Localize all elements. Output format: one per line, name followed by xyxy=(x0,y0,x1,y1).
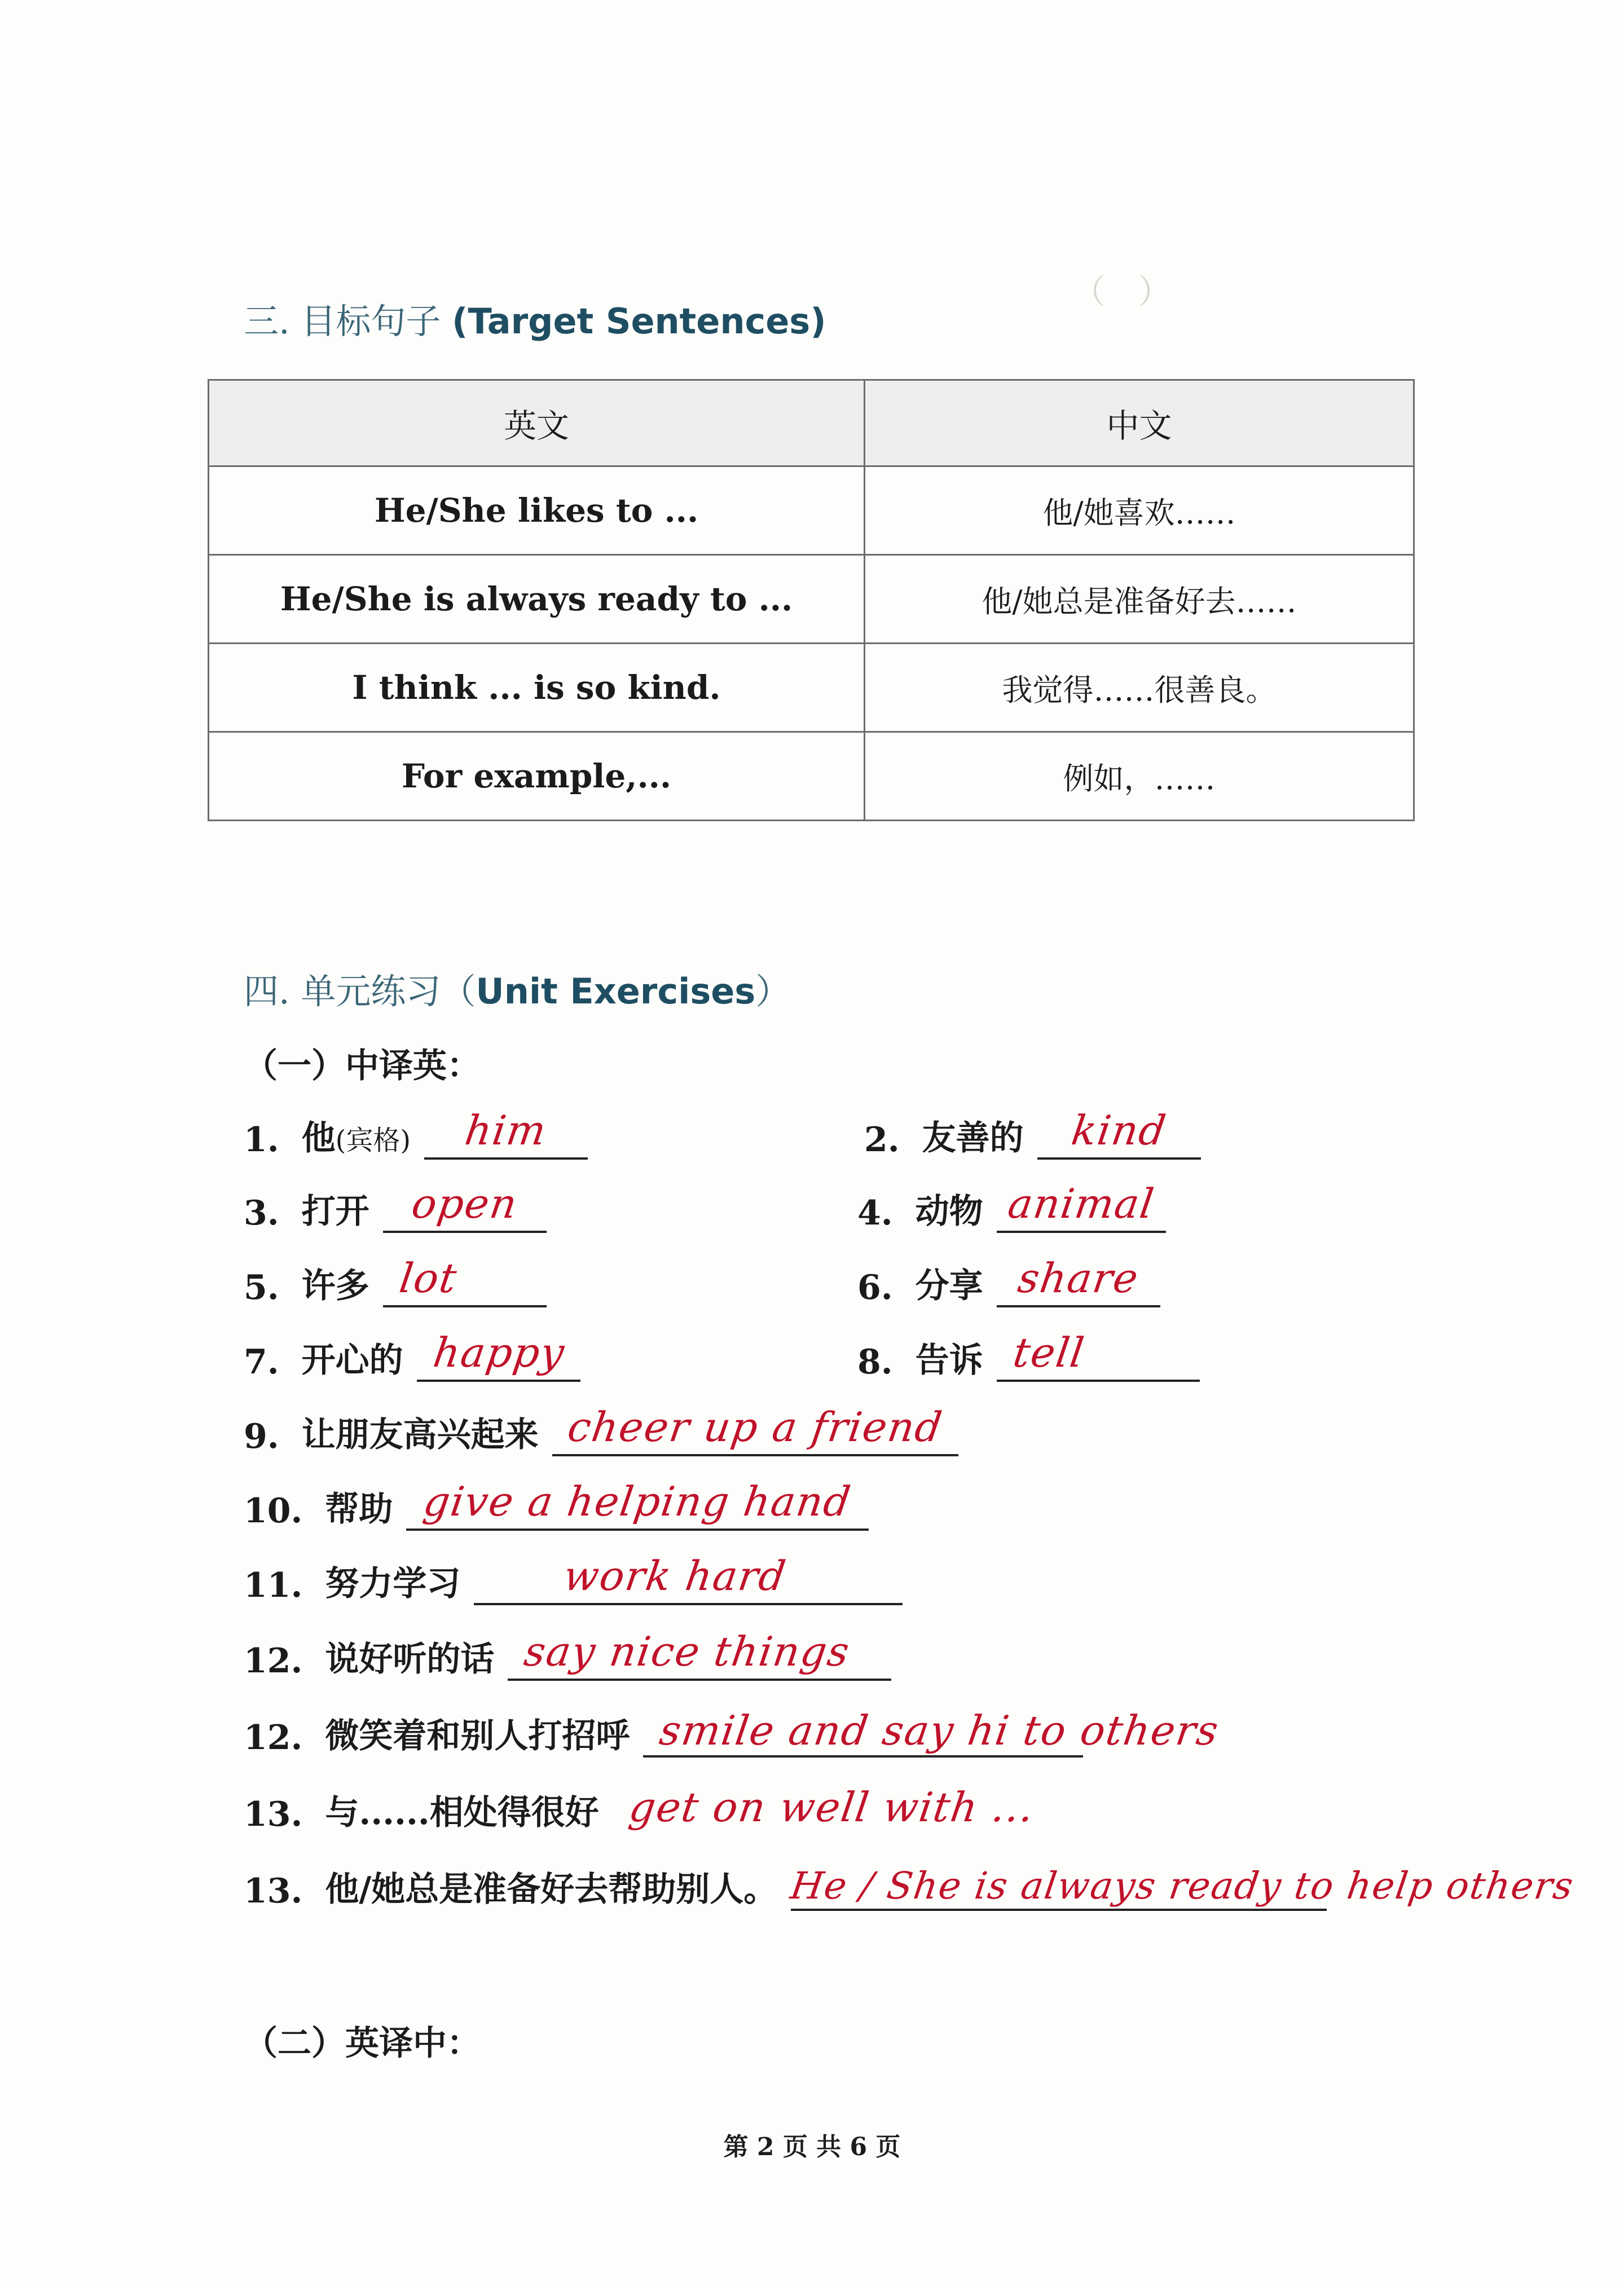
item-prompt: 许多 xyxy=(301,1266,369,1306)
exercise-item xyxy=(244,1783,1041,1834)
table-header-en: 英文 xyxy=(209,380,865,466)
answer-blank[interactable] xyxy=(383,1254,547,1307)
answer-blank[interactable] xyxy=(383,1180,547,1233)
answer-blank[interactable] xyxy=(424,1107,588,1160)
exercise-item xyxy=(857,1180,1166,1233)
section-3-title-en: (Target Sentences) xyxy=(452,301,826,342)
item-number: 12. xyxy=(244,1641,303,1681)
exercise-item xyxy=(244,1254,547,1307)
item-number: 13. xyxy=(244,1871,303,1911)
table-cell-zh: 他/她喜欢…… xyxy=(865,466,1414,555)
item-prompt-text: 他 xyxy=(301,1118,336,1158)
handwritten-answer: get on well with ... xyxy=(626,1783,1038,1831)
handwritten-answer: open xyxy=(408,1180,521,1227)
item-prompt: 说好听的话 xyxy=(325,1640,495,1679)
item-prompt: 告诉 xyxy=(915,1341,983,1380)
item-number: 8. xyxy=(857,1342,893,1382)
answer-blank[interactable] xyxy=(997,1254,1160,1307)
item-prompt: 友善的 xyxy=(922,1118,1024,1158)
part-2-heading: （二）英译中： xyxy=(244,2024,481,2063)
section-3-title xyxy=(244,293,826,343)
exercise-item xyxy=(864,1107,1201,1160)
item-number: 3. xyxy=(244,1193,279,1233)
handwritten-answer: cheer up a friend xyxy=(564,1403,946,1451)
item-prompt-note: (宾格) xyxy=(335,1125,411,1156)
item-prompt: 努力学习 xyxy=(325,1564,461,1604)
part-1-heading: （一）中译英： xyxy=(244,1046,481,1086)
item-number: 12. xyxy=(244,1718,303,1758)
handwritten-answer: He / She is always ready to help others xyxy=(787,1864,1577,1908)
table-row xyxy=(209,555,1414,644)
handwritten-answer: lot xyxy=(396,1254,460,1302)
item-number: 10. xyxy=(244,1491,303,1531)
page-footer: 第 2 页 共 6 页 xyxy=(723,2133,901,2161)
bleed-through-text: （ ） xyxy=(1072,272,1172,312)
answer-blank[interactable] xyxy=(787,1864,1577,1911)
item-number: 7. xyxy=(244,1342,279,1382)
section-4-title-suffix: ） xyxy=(755,971,791,1012)
item-number: 1. xyxy=(244,1120,279,1160)
exercise-item xyxy=(244,1180,547,1233)
answer-blank[interactable] xyxy=(417,1329,580,1382)
handwritten-answer: share xyxy=(1015,1254,1142,1302)
handwritten-answer: him xyxy=(462,1107,550,1154)
handwritten-answer: say nice things xyxy=(521,1628,853,1675)
table-row xyxy=(209,644,1414,732)
table-row xyxy=(209,732,1414,821)
item-prompt: 动物 xyxy=(915,1192,983,1231)
item-number: 6. xyxy=(857,1268,893,1307)
table-cell-en: He/She likes to ... xyxy=(209,466,865,555)
item-number: 2. xyxy=(864,1120,900,1160)
item-prompt: 让朋友高兴起来 xyxy=(301,1415,539,1455)
exercise-item xyxy=(244,1709,1230,1758)
exercise-item xyxy=(244,1628,891,1681)
table-cell-zh: 他/她总是准备好去…… xyxy=(865,555,1414,644)
item-prompt: 开心的 xyxy=(301,1341,403,1380)
handwritten-answer: animal xyxy=(1005,1180,1158,1227)
section-4-title-en: Unit Exercises xyxy=(476,971,756,1012)
table-header-zh: 中文 xyxy=(865,380,1414,466)
section-4-title xyxy=(244,963,790,1014)
item-number: 9. xyxy=(244,1417,279,1456)
answer-blank[interactable] xyxy=(1037,1107,1201,1160)
exercise-item xyxy=(857,1329,1200,1382)
item-prompt: 微笑着和别人打招呼 xyxy=(325,1716,630,1756)
item-prompt: 分享 xyxy=(915,1266,983,1306)
handwritten-answer: smile and say hi to others xyxy=(657,1707,1222,1754)
table-cell-zh: 例如，…… xyxy=(865,732,1414,821)
answer-blank[interactable] xyxy=(474,1552,903,1605)
handwritten-answer: happy xyxy=(430,1329,568,1376)
exercise-item xyxy=(857,1254,1160,1307)
answer-blank[interactable] xyxy=(997,1180,1166,1233)
item-number: 5. xyxy=(244,1268,279,1307)
item-number: 13. xyxy=(244,1795,303,1834)
answer-blank[interactable] xyxy=(508,1628,891,1681)
answer-blank[interactable] xyxy=(643,1707,1230,1758)
table-cell-zh: 我觉得……很善良。 xyxy=(865,644,1414,732)
answer-blank[interactable] xyxy=(613,1783,1041,1834)
table-cell-en: He/She is always ready to ... xyxy=(209,555,865,644)
answer-blank[interactable] xyxy=(406,1478,869,1531)
item-prompt xyxy=(302,1111,411,1160)
handwritten-answer: give a helping hand xyxy=(420,1478,855,1525)
exercise-item xyxy=(244,1403,958,1456)
item-number: 11. xyxy=(244,1566,303,1605)
handwritten-answer: tell xyxy=(1010,1329,1088,1376)
answer-blank[interactable] xyxy=(552,1403,958,1456)
table-header-row xyxy=(209,380,1414,466)
item-number: 4. xyxy=(857,1193,893,1233)
item-prompt: 他/她总是准备好去帮助别人。 xyxy=(325,1870,778,1909)
answer-blank[interactable] xyxy=(997,1329,1200,1382)
exercise-item xyxy=(244,1552,903,1605)
target-sentences-table xyxy=(208,379,1415,821)
handwritten-answer: work hard xyxy=(561,1552,790,1600)
section-3-title-zh: 三. 目标句子 xyxy=(244,301,452,342)
exercise-item xyxy=(244,1862,1577,1911)
handwritten-answer: kind xyxy=(1068,1107,1170,1154)
table-cell-en: For example,... xyxy=(209,732,865,821)
exercise-item xyxy=(244,1329,580,1382)
section-4-title-prefix: 四. 单元练习（ xyxy=(244,971,476,1012)
table-cell-en: I think ... is so kind. xyxy=(209,644,865,732)
item-prompt: 打开 xyxy=(301,1192,369,1231)
exercise-item xyxy=(244,1107,588,1160)
item-prompt: 帮助 xyxy=(325,1490,393,1529)
table-row xyxy=(209,466,1414,555)
item-prompt: 与......相处得很好 xyxy=(325,1793,599,1833)
exercise-item xyxy=(244,1478,869,1531)
